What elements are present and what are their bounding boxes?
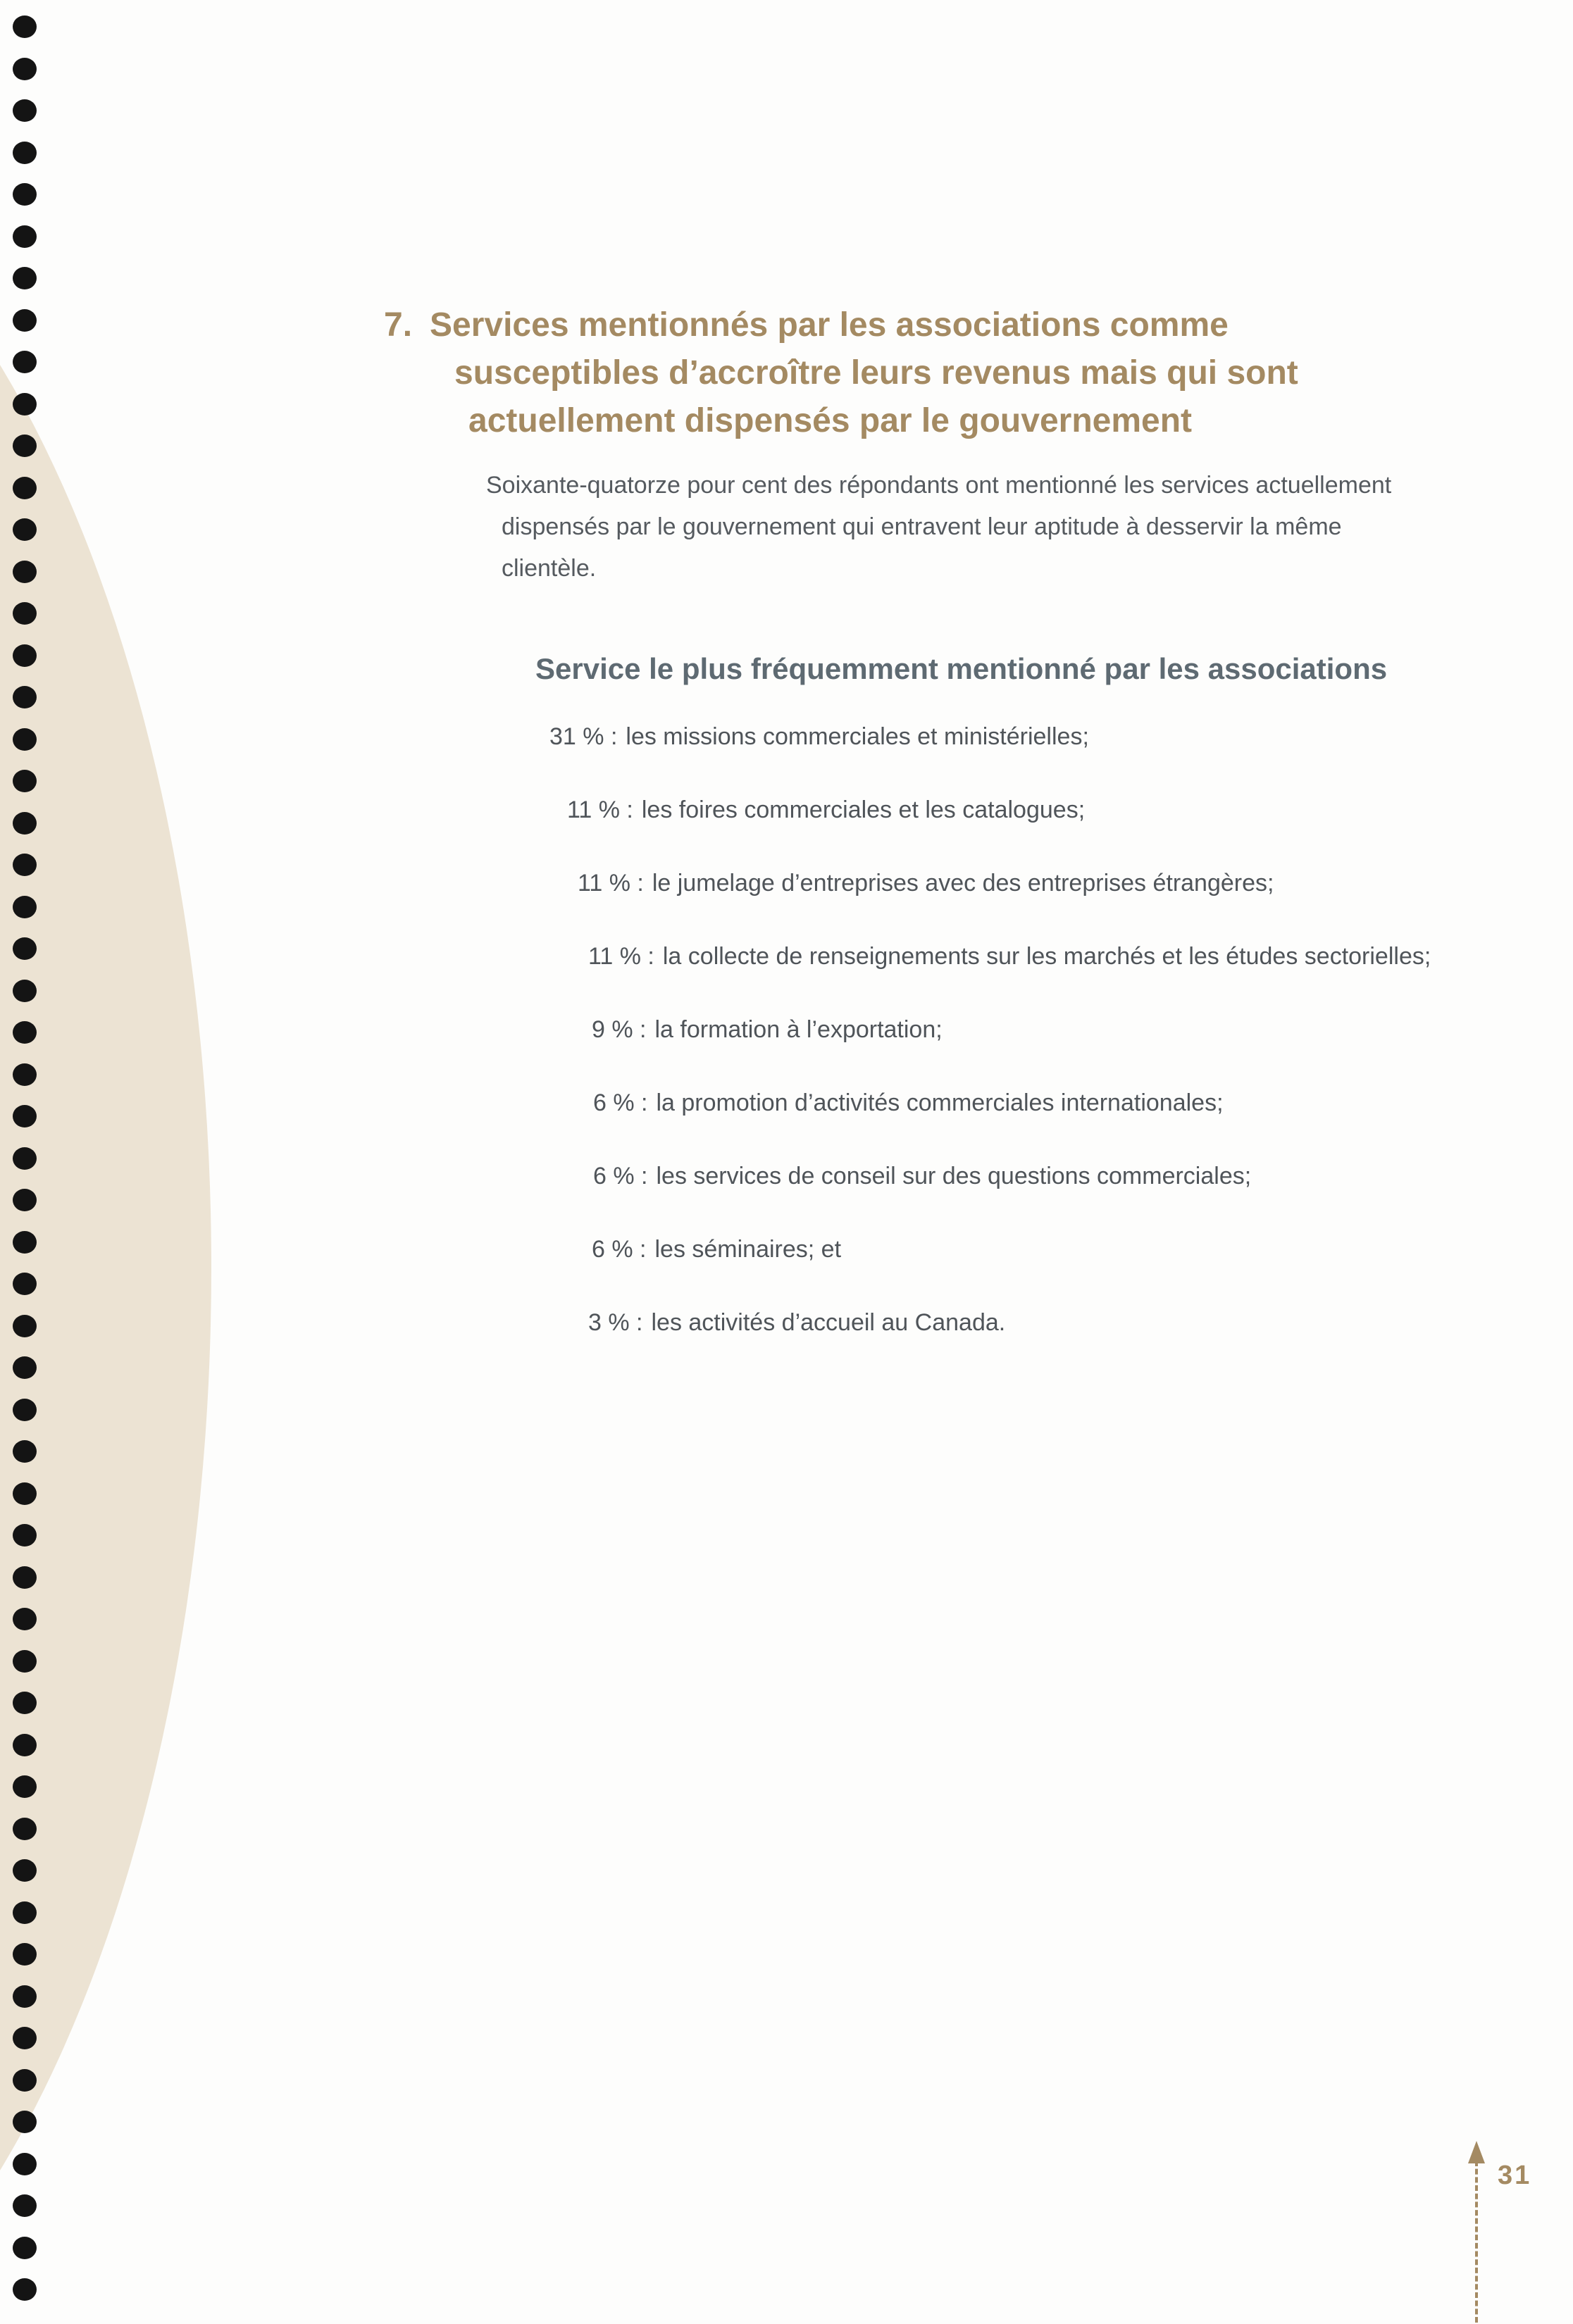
- stat-text: le jumelage d’entreprises avec des entreprises étrangères;: [652, 870, 1274, 897]
- page-footer: [1458, 2127, 1543, 2324]
- stat-percent: 11 % :: [578, 870, 644, 897]
- page-number: 31: [1498, 2161, 1532, 2190]
- binding-hole: [13, 1315, 37, 1337]
- binding-hole: [13, 267, 37, 289]
- binding-hole: [13, 435, 37, 457]
- binding-hole: [13, 1859, 37, 1882]
- binding-hole: [13, 225, 37, 248]
- stat-item: [588, 1306, 1005, 1339]
- binding-hole: [13, 2069, 37, 2092]
- binding-hole: [13, 1818, 37, 1840]
- binding-hole: [13, 728, 37, 751]
- binding-hole: [13, 58, 37, 80]
- stat-text: la collecte de renseignements sur les marchés et les études sectorielles;: [662, 943, 1431, 970]
- binding-hole: [13, 812, 37, 835]
- binding-hole: [13, 2237, 37, 2259]
- stat-percent: 6 % :: [593, 1089, 648, 1116]
- binding-hole: [13, 1943, 37, 1966]
- stat-item: [593, 1086, 1224, 1120]
- binding-hole: [13, 980, 37, 1002]
- binding-hole: [13, 393, 37, 416]
- binding-hole: [13, 1524, 37, 1547]
- section-title-line-3: actuellement dispensés par le gouvernement: [468, 402, 1193, 439]
- binding-hole: [13, 2194, 37, 2217]
- binding-hole: [13, 1566, 37, 1589]
- binding-hole: [13, 1021, 37, 1044]
- intro-line-2: dispensés par le gouvernement qui entravent leur aptitude à desservir la même: [502, 513, 1342, 540]
- binding-hole: [13, 2027, 37, 2049]
- stat-item: [592, 1232, 841, 1266]
- binding-hole: [13, 561, 37, 583]
- stat-item: [592, 1013, 943, 1047]
- binding-hole: [13, 1775, 37, 1798]
- stat-percent: 3 % :: [588, 1309, 643, 1336]
- binding-hole: [13, 644, 37, 667]
- stat-item: [578, 866, 1274, 900]
- stat-item: [588, 939, 1431, 973]
- binding-hole: [13, 686, 37, 708]
- stat-percent: 9 % :: [592, 1016, 647, 1043]
- intro-line-3: clientèle.: [502, 555, 597, 582]
- binding-hole: [13, 1734, 37, 1756]
- stat-percent: 6 % :: [593, 1163, 648, 1189]
- binding-hole: [13, 896, 37, 918]
- section-title: [384, 301, 1412, 445]
- spiral-binding: [0, 0, 49, 2324]
- binding-hole: [13, 2153, 37, 2175]
- binding-hole: [13, 937, 37, 960]
- stat-percent: 11 % :: [567, 796, 633, 823]
- stat-text: les missions commerciales et ministérielles;: [626, 723, 1089, 750]
- dashed-line: [1475, 2161, 1478, 2323]
- stat-text: les services de conseil sur des questions commerciales;: [656, 1163, 1252, 1189]
- stat-percent: 6 % :: [592, 1236, 647, 1263]
- binding-hole: [13, 1105, 37, 1127]
- binding-hole: [13, 15, 37, 38]
- stat-item: [593, 1159, 1251, 1193]
- stat-text: la formation à l’exportation;: [654, 1016, 943, 1043]
- stat-percent: 11 % :: [588, 943, 654, 970]
- binding-hole: [13, 1399, 37, 1421]
- binding-hole: [13, 477, 37, 499]
- section-number: 7.: [384, 306, 413, 344]
- binding-hole: [13, 1482, 37, 1505]
- binding-hole: [13, 351, 37, 373]
- stat-percent: 31 % :: [549, 723, 618, 750]
- binding-hole: [13, 1985, 37, 2008]
- section-title-line-2: susceptibles d’accroître leurs revenus mais qui sont: [454, 354, 1298, 392]
- binding-hole: [13, 1273, 37, 1295]
- binding-hole: [13, 99, 37, 122]
- binding-hole: [13, 1189, 37, 1211]
- stat-item: [567, 793, 1085, 827]
- binding-hole: [13, 2278, 37, 2301]
- stat-text: les séminaires; et: [654, 1236, 842, 1263]
- binding-hole: [13, 2111, 37, 2133]
- sub-heading: Service le plus fréquemment mentionné par les associations: [535, 652, 1388, 685]
- intro-line-1: Soixante-quatorze pour cent des répondants ont mentionné les services actuellement: [486, 472, 1392, 499]
- binding-hole: [13, 518, 37, 541]
- binding-hole: [13, 602, 37, 625]
- binding-hole: [13, 1440, 37, 1463]
- stat-item: [549, 720, 1089, 754]
- binding-hole: [13, 1608, 37, 1630]
- section-title-line-1: Services mentionnés par les associations comme: [430, 306, 1229, 344]
- binding-hole: [13, 1901, 37, 1924]
- binding-hole: [13, 770, 37, 792]
- stat-text: la promotion d’activités commerciales internationales;: [656, 1089, 1224, 1116]
- stat-text: les activités d’accueil au Canada.: [651, 1309, 1006, 1336]
- binding-hole: [13, 1231, 37, 1254]
- binding-hole: [13, 854, 37, 876]
- binding-hole: [13, 1692, 37, 1714]
- binding-hole: [13, 142, 37, 164]
- binding-hole: [13, 1650, 37, 1673]
- binding-hole: [13, 309, 37, 332]
- binding-hole: [13, 1147, 37, 1170]
- stat-text: les foires commerciales et les catalogues;: [641, 796, 1086, 823]
- intro-paragraph: [486, 465, 1448, 589]
- binding-hole: [13, 1063, 37, 1086]
- binding-hole: [13, 183, 37, 206]
- binding-hole: [13, 1356, 37, 1379]
